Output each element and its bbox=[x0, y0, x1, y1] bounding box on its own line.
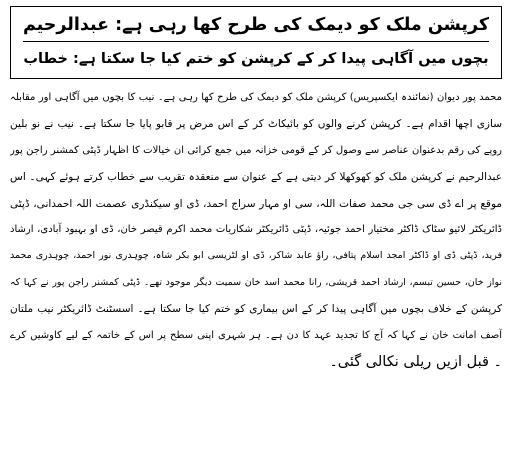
body-line-last: ۔ قبل ازیں ریلی نکالی گئی۔ bbox=[329, 353, 502, 370]
body-line: سازی اچھا اقدام ہے۔ کرپشن کرنے والوں کو بائیکاٹ کر کے اس مرض پر قابو پایا جا سکتا ہے۔ نیب نے نو بلین bbox=[10, 118, 502, 131]
subheadline: بچوں میں آگاہی پیدا کر کے کرپشن کو ختم کیا جا سکتا ہے: خطاب bbox=[23, 51, 489, 67]
body-line: عبدالرحیم نے کرپشن ملک کو کھوکھلا کر دیتی ہے کے عنوان سے منعقدہ تقریب سے خطاب کرتے ہوئے کہی۔ اس bbox=[10, 171, 502, 184]
article-body bbox=[10, 85, 502, 375]
body-line: روپے کی رقم بدعنوان عناصر سے وصول کر کے قومی خزانہ میں جمع کرائی ان خیالات کا اظہار ڈپٹی کمشنر راجن پور bbox=[10, 144, 502, 156]
body-line: آصف امانت خان نے کہا کہ آج کا تجدید عہد کا دن ہے۔ ہر شہری اپنی سطح پر اس کے خاتمہ کے لیے کاوشیں کرے bbox=[10, 329, 502, 341]
body-line: فرید، ڈپٹی ڈی او ڈاکٹر امجد اسلام پتافی، راؤ عابد شاکر، ڈی او لٹریسی ابو بکر شاہ، چوہدری نور احمد، چوہدری محمد bbox=[10, 250, 502, 262]
body-line: ڈائریکٹر لائیو سٹاک ڈاکٹر مختیار احمد جوئیہ، ڈپٹی ڈائریکٹر شکاریات محمد اکرم قیصر خان، ڈی او بہبود آبادی، ارشاد bbox=[10, 223, 502, 235]
headline: کرپشن ملک کو دیمک کی طرح کھا رہی ہے: عبدالرحیم bbox=[22, 15, 490, 35]
body-line: نواز خان، حسین تبسم، ارشاد احمد قریشی، رانا محمد اسد خان سمیت دیگر موجود تھے۔ ڈپٹی کمشنر راجن پور نے کہا کہ bbox=[10, 276, 502, 288]
headline-box bbox=[10, 6, 502, 79]
headline-divider bbox=[23, 41, 489, 42]
body-line: موقع پر اے ڈی سی جی محمد صفات اللہ، سی او مہار سراج احمد، ڈی او سیکنڈری عصمت اللہ احمدانی، ڈپٹی bbox=[10, 197, 502, 210]
body-line: کرپشن کے خلاف بچوں میں آگاہی پیدا کر کے اس بیماری کو ختم کیا جا سکتا ہے۔ اسسٹنٹ ڈائریکٹر نیب ملتان bbox=[10, 303, 502, 316]
body-line: محمد پور دیوان (نمائندہ ایکسپریس) کرپشن ملک کو دیمک کی طرح کھا رہی ہے۔ نیب کا بچوں میں آگاہی اور مقابلہ bbox=[10, 92, 502, 103]
